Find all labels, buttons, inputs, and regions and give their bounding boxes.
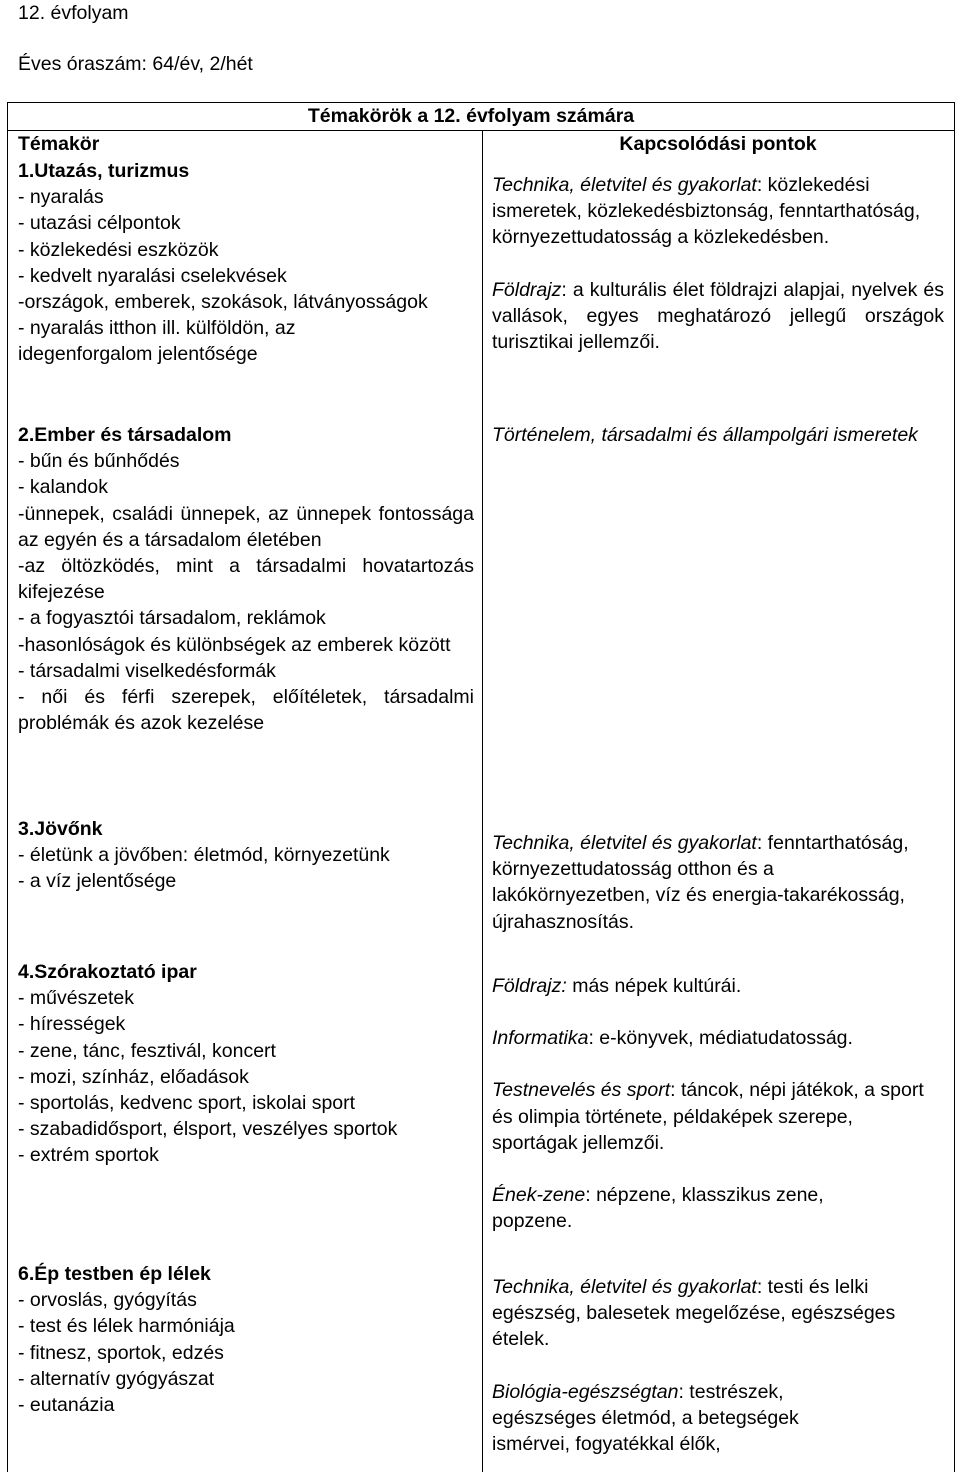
link-paragraph <box>492 1077 942 1156</box>
list-item: - művészetek <box>18 987 134 1010</box>
link-text: : e-könyvek, médiatudatosság. <box>588 1027 853 1050</box>
link-paragraph <box>492 1274 942 1353</box>
topic-title: 2.Ember és társadalom <box>18 424 232 446</box>
subject-name: Földrajz: <box>492 975 567 997</box>
annual-hours: Éves óraszám: 64/év, 2/hét <box>18 53 253 75</box>
list-item: - zene, tánc, fesztivál, koncert <box>18 1039 276 1062</box>
subject-name: Földrajz <box>492 278 562 301</box>
grade-heading: 12. évfolyam <box>18 2 129 24</box>
list-item: -az öltözködés, mint a társadalmi hovatartozás kifejezése <box>18 555 474 604</box>
subject-name: Történelem, társadalmi és állampolgári ismeretek <box>492 424 918 446</box>
list-item: - életünk a jövőben: életmód, környezetünk <box>18 844 390 867</box>
link-text: : testrészek, egészséges életmód, a betegségek ismérvei, fogyatékkal élők, <box>492 1380 799 1456</box>
list-item: - alternatív gyógyászat <box>18 1367 215 1390</box>
list-item: - bűn és bűnhődés <box>18 450 180 473</box>
link-paragraph <box>492 973 944 999</box>
link-text: : fenntarthatóság, környezettudatosság otthon és a lakókörnyezetben, víz és energia-takarékosság, újrahasznosítás. <box>492 832 909 933</box>
subject-name: Technika, életvitel és gyakorlat <box>492 832 757 854</box>
list-item: - orvoslás, gyógyítás <box>18 1289 197 1312</box>
column-header-links: Kapcsolódási pontok <box>619 133 817 155</box>
subject-name: Informatika <box>492 1027 589 1050</box>
list-item: - fitnesz, sportok, edzés <box>18 1341 224 1364</box>
topic-3-links <box>492 830 932 935</box>
list-item: - extrém sportok <box>18 1144 159 1167</box>
topic-title: 1.Utazás, turizmus <box>18 160 190 182</box>
topic-6 <box>18 1261 474 1418</box>
list-item: - hírességek <box>18 1013 126 1036</box>
topics-table <box>7 102 955 1472</box>
link-text: : táncok, népi játékok, a sport és olimpia története, példaképek szerepe, sportágak jellemzői. <box>492 1079 924 1154</box>
subject-name: Technika, életvitel és gyakorlat <box>492 174 757 196</box>
link-paragraph <box>492 1182 892 1234</box>
list-item: - sportolás, kedvenc sport, iskolai sport <box>18 1092 356 1115</box>
list-item: - eutanázia <box>18 1394 115 1417</box>
list-item: - a fogyasztói társadalom, reklámok <box>18 607 326 630</box>
link-paragraph <box>492 277 944 356</box>
list-item: - nyaralás <box>18 186 104 209</box>
link-paragraph <box>492 1379 862 1458</box>
list-item: - kalandok <box>18 476 108 499</box>
subject-name: Technika, életvitel és gyakorlat <box>492 1276 757 1298</box>
list-item: - utazási célpontok <box>18 212 181 235</box>
list-item: - test és lélek harmóniája <box>18 1315 235 1338</box>
topic-title: 6.Ép testben ép lélek <box>18 1263 211 1285</box>
list-item: - közlekedési eszközök <box>18 238 219 261</box>
list-item: -országok, emberek, szokások, látványosságok <box>18 291 428 314</box>
list-item: - nyaralás itthon ill. külföldön, az idegenforgalom jelentősége <box>18 317 296 366</box>
topic-3 <box>18 816 474 895</box>
list-item: - női és férfi szerepek, előítéletek, társadalmi problémák és azok kezelése <box>18 686 474 735</box>
topic-1-links <box>492 172 944 355</box>
table-title: Témakörök a 12. évfolyam számára <box>307 105 635 127</box>
topic-1 <box>18 158 474 368</box>
subject-name: Ének-zene <box>492 1184 586 1207</box>
link-text: : népzene, klasszikus zene, popzene. <box>492 1184 824 1233</box>
list-item: - a víz jelentősége <box>18 870 177 893</box>
column-divider <box>482 130 483 1472</box>
topic-4 <box>18 959 474 1169</box>
list-item: - mozi, színház, előadások <box>18 1065 249 1088</box>
list-item: - társadalmi viselkedésformák <box>18 659 276 682</box>
link-text: : testi és lelki egészség, balesetek megelőzése, egészséges ételek. <box>492 1276 896 1351</box>
link-text: : a kulturális élet földrajzi alapjai, nyelvek és vallások, egyes meghatározó jellegű országok turisztikai jellemzői. <box>492 278 944 354</box>
topic-6-links <box>492 1274 944 1457</box>
column-header-topic: Témakör <box>18 133 100 155</box>
topic-2 <box>18 422 474 736</box>
subject-name: Biológia-egészségtan <box>492 1380 679 1403</box>
list-item: - szabadidősport, élsport, veszélyes sportok <box>18 1118 398 1141</box>
list-item: -hasonlóságok és különbségek az emberek között <box>18 633 451 656</box>
list-item: - kedvelt nyaralási cselekvések <box>18 264 287 287</box>
topic-4-links <box>492 973 944 1234</box>
subject-name: Testnevelés és sport <box>492 1079 671 1102</box>
topic-title: 3.Jövőnk <box>18 818 103 840</box>
link-paragraph <box>492 1025 944 1051</box>
link-text: más népek kultúrái. <box>566 975 742 997</box>
link-paragraph <box>492 172 928 251</box>
link-text: : közlekedési ismeretek, közlekedésbiztonság, fenntarthatóság, környezettudatosság a közlekedésben. <box>492 174 921 249</box>
topic-title: 4.Szórakoztató ipar <box>18 961 197 983</box>
topic-2-links <box>492 422 944 448</box>
list-item: -ünnepek, családi ünnepek, az ünnepek fontossága az egyén és a társadalom életében <box>18 502 474 551</box>
